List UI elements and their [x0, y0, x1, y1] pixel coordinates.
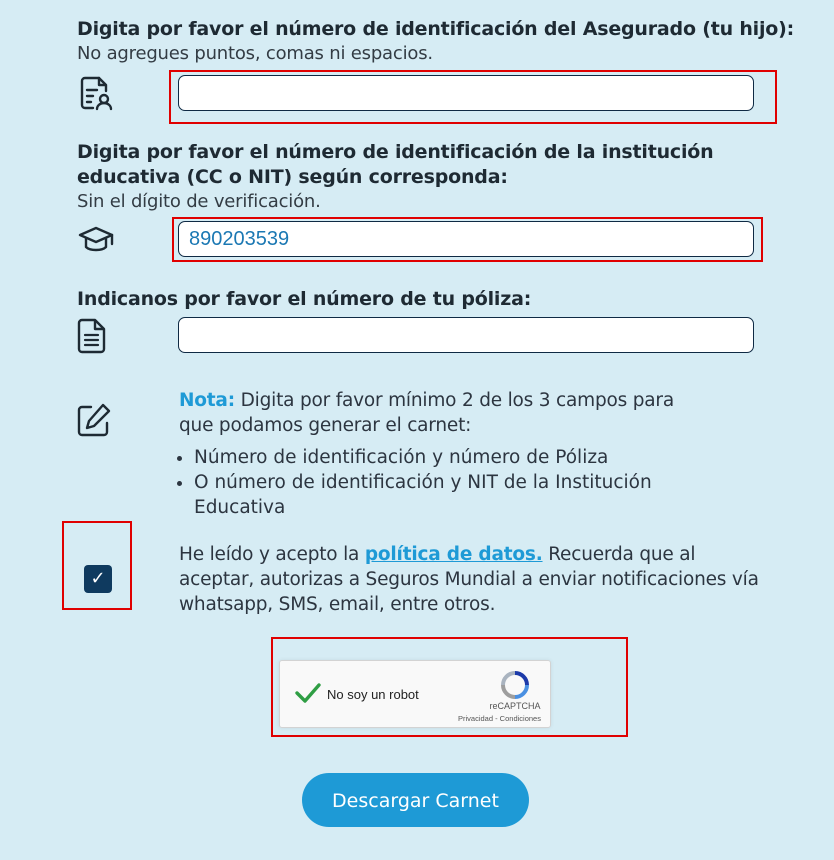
- insured-id-label: Digita por favor el número de identificación del Asegurado (tu hijo):: [77, 18, 795, 40]
- id-document-icon: [77, 74, 115, 112]
- policy-number-label: Indicanos por favor el número de tu póliza:: [77, 288, 532, 310]
- institution-id-label-line2: educativa (CC o NIT) según corresponda:: [77, 166, 508, 188]
- document-icon: [77, 318, 107, 354]
- note-bullet-item: • O número de identificación y NIT de la Institución Educativa: [194, 470, 714, 520]
- policy-number-input[interactable]: [178, 317, 754, 353]
- consent-text-after: Recuerda que al aceptar, autorizas a Seguros Mundial a enviar notificaciones vía whatsapp, SMS, email, entre otros.: [179, 544, 759, 615]
- captcha-links[interactable]: Privacidad - Condiciones: [458, 714, 541, 723]
- consent-checkbox[interactable]: ✓: [84, 565, 112, 593]
- note-bullet-item: • Número de identificación y número de Póliza: [194, 445, 714, 470]
- graduation-cap-icon: [77, 224, 115, 256]
- edit-note-icon: [76, 402, 112, 438]
- note-title: Nota:: [179, 390, 235, 411]
- consent-text: [179, 542, 769, 617]
- captcha-brand: reCAPTCHA: [489, 701, 541, 711]
- note-bullet-list: [176, 445, 714, 520]
- highlight-captcha: [271, 637, 628, 737]
- note-text: [179, 388, 739, 438]
- institution-id-label-line1: Digita por favor el número de identificación de la institución: [77, 141, 714, 163]
- download-card-button[interactable]: Descargar Carnet: [302, 773, 529, 827]
- insured-id-hint: No agregues puntos, comas ni espacios.: [77, 43, 433, 64]
- note-text-line2: que podamos generar el carnet:: [179, 415, 472, 436]
- institution-id-hint: Sin el dígito de verificación.: [77, 191, 321, 212]
- consent-text-before: He leído y acepto la: [179, 544, 365, 565]
- data-policy-link[interactable]: política de datos.: [364, 544, 543, 565]
- highlight-insured-id: [169, 70, 777, 124]
- note-text-line1: Digita por favor mínimo 2 de los 3 campos para: [234, 390, 674, 411]
- captcha-label: No soy un robot: [327, 687, 419, 702]
- highlight-consent-checkbox: [62, 521, 132, 610]
- highlight-institution-id: [172, 217, 763, 262]
- institution-id-input[interactable]: 890203539: [178, 221, 754, 257]
